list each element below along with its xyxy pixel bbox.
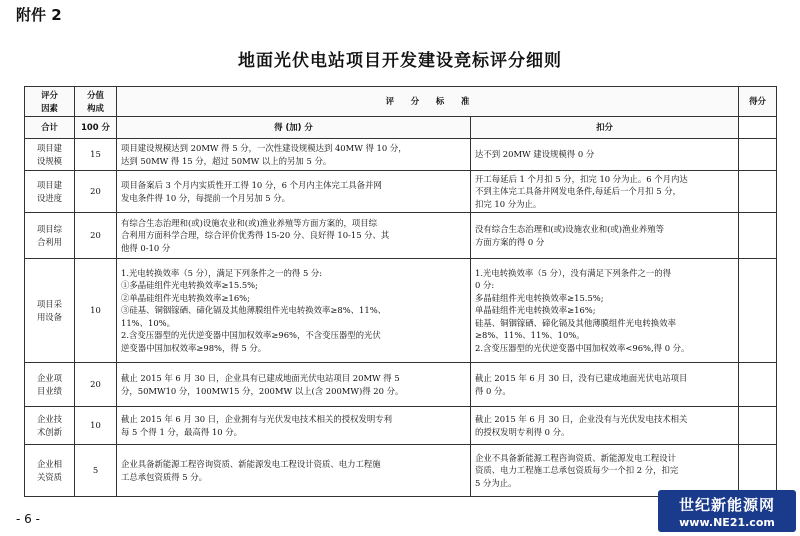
text-line: 1.光电转换效率（5 分），没有满足下列条件之一的得 xyxy=(475,267,672,278)
text-line: 的授权发明专利得 0 分。 xyxy=(475,426,570,437)
text-line: 项目综 xyxy=(36,224,63,234)
site-watermark-logo xyxy=(658,490,796,532)
text-line: 企业具备新能源工程咨询资质、新能源发电工程设计资质、电力工程施 xyxy=(121,459,381,469)
text-line: 关资质 xyxy=(36,471,63,482)
text-line: ②单晶硅组件光电转换效率≥16%; xyxy=(121,292,250,303)
text-line: 有综合生态治理和(或)设施农业和(或)渔业养殖等方面方案的，项目综 xyxy=(121,217,377,228)
header-score-points xyxy=(75,87,117,117)
row-points: 20 xyxy=(75,363,117,407)
text-line: 11%、10%。 xyxy=(121,317,175,328)
text-line: 分，50MW10 分，100MW15 分，200MW 以上(含 200MW)得 20 分。 xyxy=(121,385,404,396)
row-deduct-text xyxy=(471,407,739,445)
row-deduct-text xyxy=(471,213,739,259)
text-line: 2.含变压器型的光伏逆变器中国加权效率≥96%，不含变压器型的光伏 xyxy=(121,330,381,341)
text-line: 0 分: xyxy=(475,280,495,291)
table-row xyxy=(25,407,777,445)
row-points: 5 xyxy=(75,445,117,497)
text-line: 企业项 xyxy=(36,373,63,383)
scoring-table xyxy=(24,86,777,497)
text-line: 达不到 20MW 建设规模得 0 分 xyxy=(475,149,595,160)
row-factor xyxy=(25,363,75,407)
header-criteria: 评 分 标 准 xyxy=(117,87,739,117)
text-line: ③硅基、铜铟镓硒、碲化镉及其他薄膜组件光电转换效率≥8%、11%、 xyxy=(121,305,387,316)
row-result-cell xyxy=(739,171,777,213)
row-factor xyxy=(25,171,75,213)
gain-header: 得 (加) 分 xyxy=(117,117,471,139)
row-result-cell xyxy=(739,363,777,407)
text-line: 他得 0-10 分 xyxy=(121,242,171,253)
text-line: 设规模 xyxy=(36,155,63,166)
row-deduct-text xyxy=(471,363,739,407)
row-factor xyxy=(25,139,75,171)
text-line: 单晶硅组件光电转换效率≥16%; xyxy=(475,305,596,316)
total-points: 100 分 xyxy=(75,117,117,139)
text-line: 得 0 分。 xyxy=(475,385,511,396)
table-row xyxy=(25,445,777,497)
row-gain-text xyxy=(117,445,471,497)
text-line: 项目采 xyxy=(36,299,63,309)
text-line: 1.光电转换效率（5 分），满足下列条件之一的得 5 分: xyxy=(121,267,323,278)
row-points: 10 xyxy=(75,407,117,445)
text-line: 扣完 10 分为止。 xyxy=(475,198,542,209)
text-line: 目业绩 xyxy=(36,385,63,396)
text-line: 构成 xyxy=(87,102,104,113)
text-line: ①多晶硅组件光电转换效率≥15.5%; xyxy=(121,280,258,291)
text-line: 设进度 xyxy=(36,192,63,203)
row-gain-text xyxy=(117,363,471,407)
row-points: 20 xyxy=(75,171,117,213)
row-points: 10 xyxy=(75,259,117,363)
table-row xyxy=(25,363,777,407)
text-line: 工总承包资质得 5 分。 xyxy=(121,471,208,482)
text-line: 截止 2015 年 6 月 30 日，没有已建成地面光伏电站项目 xyxy=(475,373,688,383)
table-header-row xyxy=(25,87,777,117)
text-line: 逆变器中国加权效率≥98%，得 5 分。 xyxy=(121,342,267,353)
row-factor xyxy=(25,259,75,363)
text-line: 截止 2015 年 6 月 30 日，企业没有与光伏发电技术相关 xyxy=(475,414,688,424)
text-line: 不到主体完工具备并网发电条件,每延后一个月扣 5 分， xyxy=(475,186,681,197)
document-title: 地面光伏电站项目开发建设竞标评分细则 xyxy=(238,51,562,71)
row-result-cell xyxy=(739,259,777,363)
total-label: 合计 xyxy=(25,117,75,139)
text-line: ≥8%、11%、11%、10%。 xyxy=(475,330,585,341)
text-line: 评分 xyxy=(41,90,58,100)
text-line: 多晶硅组件光电转换效率≥15.5%; xyxy=(475,292,604,303)
page-number: - 6 - xyxy=(16,512,40,526)
total-result-cell xyxy=(739,117,777,139)
text-line: 企业相 xyxy=(36,459,63,469)
row-gain-text xyxy=(117,407,471,445)
text-line: 资质、电力工程施工总承包资质每少一个扣 2 分，扣完 xyxy=(475,465,679,476)
text-line: 项目建 xyxy=(36,180,63,190)
text-line: 用设备 xyxy=(36,311,63,322)
text-line: 方面方案的得 0 分 xyxy=(475,236,545,247)
row-deduct-text xyxy=(471,259,739,363)
text-line: 术创新 xyxy=(36,426,63,437)
table-row xyxy=(25,259,777,363)
text-line: 发电条件得 10 分，每提前一个月另加 5 分。 xyxy=(121,192,291,203)
row-result-cell xyxy=(739,139,777,171)
text-line: 截止 2015 年 6 月 30 日，企业具有已建成地面光伏电站项目 20MW 得 5 xyxy=(121,373,400,383)
row-deduct-text xyxy=(471,171,739,213)
text-line: 达到 50MW 得 15 分，超过 50MW 以上的另加 5 分。 xyxy=(121,155,332,166)
row-factor xyxy=(25,445,75,497)
text-line: 项目备案后 3 个月内实质性开工得 10 分，6 个月内主体完工具备并网 xyxy=(121,180,382,190)
deduct-header: 扣分 xyxy=(471,117,739,139)
row-result-cell xyxy=(739,213,777,259)
text-line: 企业不具备新能源工程咨询资质、新能源发电工程设计 xyxy=(475,452,676,463)
text-line: 硅基、铜铟镓硒、碲化镉及其他薄膜组件光电转换效率 xyxy=(475,317,676,328)
table-subheader-row xyxy=(25,117,777,139)
text-line: 2.含变压器型的光伏逆变器中国加权效率<96%,得 0 分。 xyxy=(475,342,690,353)
row-result-cell xyxy=(739,445,777,497)
table-row xyxy=(25,139,777,171)
row-deduct-text xyxy=(471,445,739,497)
text-line: 项目建 xyxy=(36,143,63,153)
text-line: 企业技 xyxy=(36,414,63,424)
row-points: 15 xyxy=(75,139,117,171)
row-gain-text xyxy=(117,259,471,363)
text-line: 截止 2015 年 6 月 30 日，企业拥有与光伏发电技术相关的授权发明专利 xyxy=(121,414,393,424)
text-line: 每 5 个得 1 分，最高得 10 分。 xyxy=(121,426,243,437)
text-line: 因素 xyxy=(41,102,58,113)
row-result-cell xyxy=(739,407,777,445)
text-line: 分值 xyxy=(87,90,104,100)
header-result: 得分 xyxy=(739,87,777,117)
text-line: 5 分为止。 xyxy=(475,477,517,488)
text-line: 合利用方面科学合理，综合评价优秀得 15-20 分、良好得 10-15 分、其 xyxy=(121,230,390,241)
text-line: 合利用 xyxy=(36,236,63,247)
row-factor xyxy=(25,407,75,445)
row-deduct-text xyxy=(471,139,739,171)
table-row xyxy=(25,213,777,259)
table-row xyxy=(25,171,777,213)
watermark-line1: 世纪新能源网 xyxy=(678,496,775,514)
row-gain-text xyxy=(117,213,471,259)
row-points: 20 xyxy=(75,213,117,259)
text-line: 项目建设规模达到 20MW 得 5 分，一次性建设规模达到 40MW 得 10 分， xyxy=(121,143,407,153)
row-factor xyxy=(25,213,75,259)
watermark-line2: www.NE21.com xyxy=(679,516,775,529)
row-gain-text xyxy=(117,171,471,213)
attachment-label: 附件 2 xyxy=(16,6,62,24)
text-line: 开工每延后 1 个月扣 5 分，扣完 10 分为止。6 个月内达 xyxy=(475,173,688,184)
text-line: 没有综合生态治理和(或)设施农业和(或)渔业养殖等 xyxy=(475,224,664,234)
header-factor xyxy=(25,87,75,117)
row-gain-text xyxy=(117,139,471,171)
